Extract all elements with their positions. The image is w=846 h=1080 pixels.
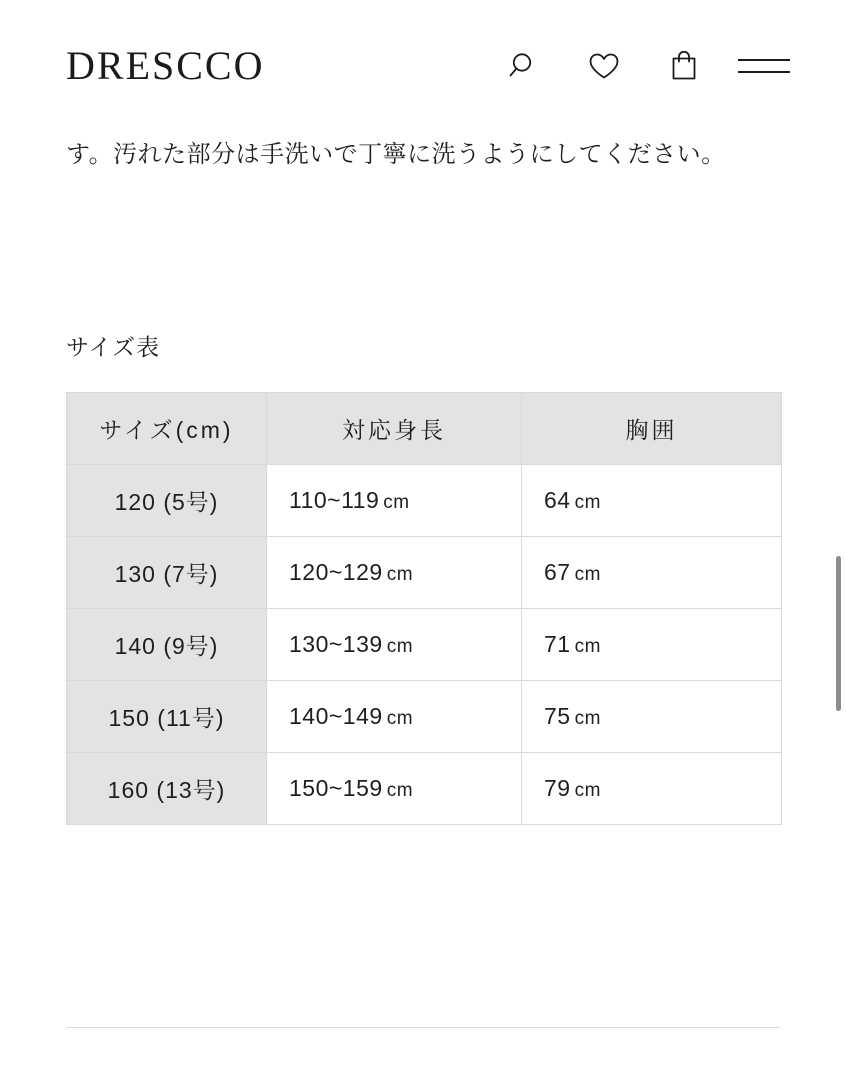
table-header-size: サイズ(cm) xyxy=(67,392,267,464)
cell-chest-unit: cm xyxy=(574,491,601,513)
size-table-body xyxy=(67,464,782,824)
product-description: す。汚れた部分は手洗いで丁寧に洗うようにしてください。 xyxy=(66,141,726,168)
cell-height xyxy=(267,608,522,680)
cell-chest-value: 64 xyxy=(544,486,571,513)
table-header-height: 対応身長 xyxy=(267,392,522,464)
size-table-head xyxy=(67,392,782,464)
cell-chest-value: 67 xyxy=(544,558,571,585)
cell-chest-value: 75 xyxy=(544,702,571,729)
cell-chest xyxy=(522,464,782,536)
cell-height-unit: cm xyxy=(386,707,414,729)
cell-chest-value: 71 xyxy=(544,630,571,657)
shopping-bag-icon[interactable] xyxy=(664,46,704,86)
cell-height-value: 110~119 xyxy=(289,486,380,513)
table-header-row xyxy=(67,392,782,464)
cell-height xyxy=(267,536,522,608)
cell-chest-unit: cm xyxy=(574,707,601,729)
cell-size: 140 (9号) xyxy=(67,608,267,680)
site-logo[interactable]: DRESCCO xyxy=(66,43,265,88)
cell-height-unit: cm xyxy=(386,563,414,585)
cell-chest-unit: cm xyxy=(574,779,601,801)
cell-size: 130 (7号) xyxy=(67,536,267,608)
table-row xyxy=(67,752,782,824)
cell-chest-value: 79 xyxy=(544,774,571,801)
cell-height-value: 150~159 xyxy=(289,774,383,801)
cell-height xyxy=(267,464,522,536)
cell-chest xyxy=(522,752,782,824)
cell-chest xyxy=(522,608,782,680)
table-row xyxy=(67,536,782,608)
cell-chest-unit: cm xyxy=(574,635,601,657)
cell-chest xyxy=(522,680,782,752)
page-scrollbar-thumb[interactable] xyxy=(836,556,841,711)
table-row xyxy=(67,464,782,536)
cell-height-unit: cm xyxy=(386,779,414,801)
table-row xyxy=(67,680,782,752)
cell-height xyxy=(267,752,522,824)
cell-size: 150 (11号) xyxy=(67,680,267,752)
size-table-title: サイズ表 xyxy=(66,333,161,360)
cell-height-unit: cm xyxy=(383,491,410,513)
size-table xyxy=(66,392,782,825)
cell-height-value: 120~129 xyxy=(289,558,383,585)
cell-height-value: 140~149 xyxy=(289,702,383,729)
table-header-chest: 胸囲 xyxy=(522,392,782,464)
cell-size: 160 (13号) xyxy=(67,752,267,824)
header-actions xyxy=(504,46,784,86)
cell-height xyxy=(267,680,522,752)
cell-height-value: 130~139 xyxy=(289,630,383,657)
table-row xyxy=(67,608,782,680)
site-header xyxy=(0,0,846,126)
main-content xyxy=(0,126,846,1080)
section-divider xyxy=(66,1027,780,1028)
cell-size: 120 (5号) xyxy=(67,464,267,536)
hamburger-menu-icon[interactable] xyxy=(744,46,784,86)
cell-height-unit: cm xyxy=(386,635,414,657)
cell-chest-unit: cm xyxy=(574,563,601,585)
heart-icon[interactable] xyxy=(584,46,624,86)
cell-chest xyxy=(522,536,782,608)
search-icon[interactable] xyxy=(504,46,544,86)
